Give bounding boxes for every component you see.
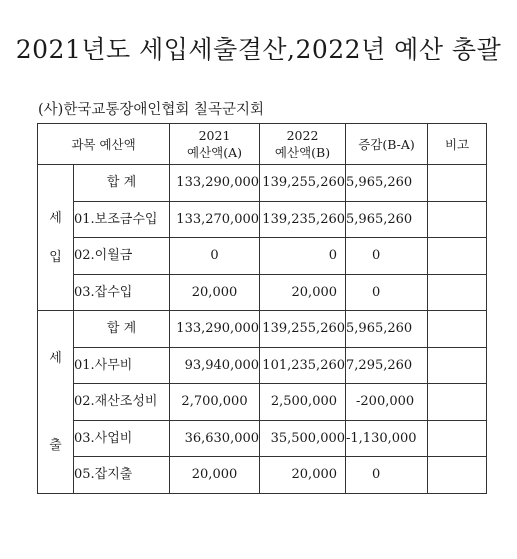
- header-2022-year: 2022: [286, 128, 319, 143]
- row-2022-value: 20,000: [260, 274, 346, 311]
- row-2021-value: 2,700,000: [170, 384, 260, 421]
- row-note: [428, 457, 487, 494]
- row-note: [428, 347, 487, 384]
- row-note: [428, 384, 487, 421]
- organization-name: (사)한국교통장애인협회 칠곡군지회: [38, 102, 265, 118]
- table-row: [38, 457, 487, 494]
- header-2021-year: 2021: [198, 128, 231, 143]
- row-2021-value: 20,000: [170, 457, 260, 494]
- row-difference: 0: [346, 238, 428, 275]
- row-item: 05.잡지출: [74, 457, 170, 494]
- row-item: 03.잡수입: [74, 274, 170, 311]
- row-note: [428, 420, 487, 457]
- row-item: 03.사업비: [74, 420, 170, 457]
- row-2021-value: 133,270,000: [170, 201, 260, 238]
- category-char: 세: [49, 350, 62, 366]
- row-note: [428, 201, 487, 238]
- table-row: [38, 311, 487, 348]
- category-char: 입: [49, 249, 62, 265]
- row-difference: 5,965,260: [346, 201, 428, 238]
- row-note: [428, 311, 487, 348]
- row-2021-value: 133,290,000: [170, 311, 260, 348]
- row-note: [428, 165, 487, 202]
- row-difference: 5,965,260: [346, 165, 428, 202]
- row-2022-value: 2,500,000: [260, 384, 346, 421]
- header-2022-budget: [260, 124, 346, 165]
- row-item: 합 계: [74, 311, 170, 348]
- row-2021-value: 133,290,000: [170, 165, 260, 202]
- category-revenue: [38, 165, 74, 311]
- category-char: 세: [49, 210, 62, 226]
- category-expenditure: [38, 311, 74, 494]
- row-2022-value: 101,235,260: [260, 347, 346, 384]
- table-row: [38, 274, 487, 311]
- table-row: [38, 347, 487, 384]
- row-item: 합 계: [74, 165, 170, 202]
- row-item: 02.재산조성비: [74, 384, 170, 421]
- row-2022-value: 20,000: [260, 457, 346, 494]
- row-difference: -200,000: [346, 384, 428, 421]
- header-note: 비고: [428, 124, 487, 165]
- row-difference: 0: [346, 274, 428, 311]
- header-2022-label: 예산액(B): [274, 145, 331, 160]
- row-2021-value: 93,940,000: [170, 347, 260, 384]
- table-row: [38, 384, 487, 421]
- document-title: 2021년도 세입세출결산,2022년 예산 총괄: [15, 35, 502, 64]
- header-item: 과목 예산액: [38, 124, 170, 165]
- table-row: [38, 201, 487, 238]
- row-item: 01.보조금수입: [74, 201, 170, 238]
- table-row: [38, 165, 487, 202]
- row-2022-value: 35,500,000: [260, 420, 346, 457]
- table-row: [38, 238, 487, 275]
- row-note: [428, 238, 487, 275]
- row-2022-value: 139,235,260: [260, 201, 346, 238]
- row-2021-value: 20,000: [170, 274, 260, 311]
- row-difference: 0: [346, 457, 428, 494]
- row-2022-value: 139,255,260: [260, 165, 346, 202]
- header-2021-budget: [170, 124, 260, 165]
- row-2021-value: 36,630,000: [170, 420, 260, 457]
- row-item: 02.이월금: [74, 238, 170, 275]
- header-difference: 증감(B-A): [346, 124, 428, 165]
- row-note: [428, 274, 487, 311]
- table-row: [38, 420, 487, 457]
- budget-summary-table: [37, 123, 487, 494]
- row-2022-value: 0: [260, 238, 346, 275]
- row-difference: -1,130,000: [346, 420, 428, 457]
- row-item: 01.사무비: [74, 347, 170, 384]
- row-2022-value: 139,255,260: [260, 311, 346, 348]
- category-char: 출: [49, 437, 62, 453]
- row-2021-value: 0: [170, 238, 260, 275]
- row-difference: 7,295,260: [346, 347, 428, 384]
- header-2021-label: 예산액(A): [187, 145, 243, 160]
- table-header-row: [38, 124, 487, 165]
- row-difference: 5,965,260: [346, 311, 428, 348]
